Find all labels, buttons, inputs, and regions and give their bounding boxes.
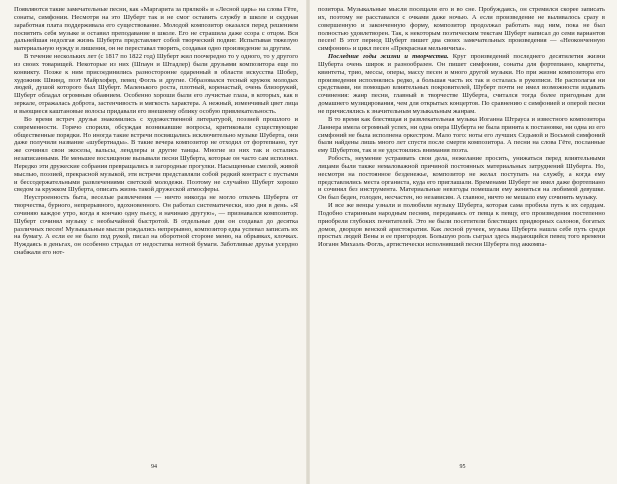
right-page	[308, 0, 617, 484]
left-paragraph-2: В течение нескольких лет (с 1817 по 1822 год) Шуберт жил поочередно то у одного, то у другого из своих товарищей. Некоторые из них (Шпаун и Штадлер) были друзьями композитора еще по конвикту. Позже к ним присоединились разносторонне одаренный в области искусства Шобер, художник Швинд, поэт Майрхофер, певец Фогль и другие. Образовался тесный кружок молодых людей, душой которого был Шуберт. Маленького роста, плотный, коренастый, очень близорукий, Шуберт обладал огромным обаянием. Особенно хороши были его лучистые глаза, в которых, как в зеркале, отражалась доброта, застенчивость и мягкость характера. А нежный, изменчивый цвет лица и вьющиеся каштановые волосы придавали его внешнему облику особую привлекательность.	[14, 53, 298, 115]
left-page-number: 94	[151, 464, 157, 470]
right-page-number: 95	[459, 464, 466, 470]
left-paragraph-3: Во время встреч друзья знакомились с художественной литературой, поэзией прошлого и современности. Горячо спорили, обсуждая возникавшие вопросы, критиковали существующие общественные порядки. Но иногда такие встречи посвящались исключительно музыке Шуберта, они даже получили название «шубертиады». В такие вечера композитор не отходил от фортепиано, тут же сочинял свои экосезы, вальсы, лендлеры и другие танцы. Многие из них так и остались незаписанными. Не меньшее восхищение вызывали песни Шуберта, которые он часто сам исполнял. Нередко эти дружеские собрания превращались в загородные прогулки. Насыщенные смелой, живой мыслью, поэзией, прекрасной музыкой, эти встречи представляли собой редкий контраст с пустыми и бессодержательными развлечениями светской молодежи. Поэтому не случайно Шуберт хорошо сведом за кружком Шуберта, описать жизнь такой дружеской атмосферы.	[14, 115, 298, 194]
right-paragraph-3: В то время как блестящая и развлекательная музыка Иоганна Штрауса и известного композитора Ланнера имела огромный успех, ни одна опера Шуберта не была принята к постановке, ни одна из его симфоний не была исполнена оркестром. Мало того: ноты его лучших Седьмой и Восьмой симфоний были найдены лишь много лет спустя после смерти композитора. А песни на слова Гёте, посланные ему Шубертом, так и не удостоились внимания поэта.	[318, 115, 605, 155]
right-page-text	[318, 6, 605, 458]
left-paragraph-4: Неустроенность быта, веселые развлечения — ничто никогда не могло отвлечь Шуберта от творчества, бурного, непрерывного, вдохновенного. Он работал систематически, изо дня в день. «Я сочиняю каждое утро, когда я кончаю одну пьесу, я начинаю другую», — признавался композитор. Шуберт сочинял музыку с необычайной быстротой. В отдельные дни он создавал до десятка различных песен! Музыкальные мысли рождались непрерывно, композитор едва успевал записать их на бумагу. А если ее не было под рукой, писал на оборотной стороне меню, на обрывках, клочках. Нуждаясь в деньгах, он особенно страдал от недостатка нотной бумаги. Заботливые друзья усердно снабжали его нот-	[14, 194, 298, 257]
section-paragraph	[318, 53, 605, 116]
section-first-text: Круг произведений последнего десятилетия жизни Шуберта очень широк и разнообразен. Он пишет симфонии, сонаты для фортепиано, квартеты, квинтеты, трио, мессы, оперы, массу песен и много другой музыки. Но при жизни композитора его произведения исполнялись редко, а большая часть их так и осталась в рукописи. Не располагая ни средствами, ни помощью влиятельных покровителей, Шуберт почти не имел возможности издавать сочинения: жанр песни, главный в творчестве Шуберта, считался тогда более пригодным для домашнего музицирования, чем для открытых концертов. По сравнению с симфонией и оперой песни не причислялись к значительным музыкальным жанрам.	[318, 53, 605, 115]
right-paragraph-4: Робость, неумение устраивать свои дела, нежелание просить, унижаться перед влиятельными лицами были также немаловажной причиной постоянных материальных затруднений Шуберта. Но, несмотря на постоянное безденежье, композитор не желал поступать на службу, а когда ему представлялись места органиста, куда его приглашали. Временами Шуберт не имел даже фортепиано и сочинял без инструмента. Материальные невзгоды помешали ему жениться на любимой девушке. Он был беден, голоден, несчастен, но независим. А главное, ничто не мешало ему сочинять музыку.	[318, 155, 605, 202]
right-paragraph-1: позитора. Музыкальные мысли посещали его и во сне. Пробуждаясь, он стремился скорее записать их, поэтому не расставался с очками даже ночью. А если произведение не выливалось сразу в совершенную и законченную форму, композитор продолжал работать над ним, пока не был полностью удовлетворен. Так, к некоторым поэтическим текстам Шуберт написал до семи вариантов песен! В этот период Шуберт пишет два своих замечательных произведения — «Неоконченную симфонию» и цикл песен «Прекрасная мельничиха».	[318, 6, 605, 53]
left-page-text	[14, 6, 298, 458]
left-paragraph-1: Появляются такие замечательные песни, как «Маргарита за прялкой» и «Лесной царь» на слова Гёте, сонаты, симфонии. Несмотря на это Шуберт так и не смог оставить службу в школе и скудная заработная плата поддерживала его существование. Молодой композитор оказался перед решением посвятить себя музыке и оставил преподавание в школе. Его не страшила даже ссора с отцом. Вся дальнейшая недолгая жизнь Шуберта представляет собой творческий подвиг. Испытывая тяжелую материальную нужду и лишения, он не переставал творить, создавая одно произведение за другим.	[14, 6, 298, 53]
right-paragraph-5: И все же венцы узнали и полюбили музыку Шуберта, которая сама пробила путь к их сердцам. Подобно старинным народным песням, передаваясь от певца к певцу, его произведения постепенно приобрели глубоких почитателей. Это не были посетители блестящих придворных салонов, богатых домов, дворцов венской аристократии. Как лесной ручеек, музыка Шуберта нашла себе путь среди простых людей Вены и ее пригородов. Большую роль сыграл здесь выдающийся певец того времени Иоганн Михаэль Фогль, артистически исполнявший песни Шуберта под аккомпа-	[318, 202, 605, 249]
section-heading: Последние годы жизни и творчества.	[328, 53, 449, 61]
left-page	[0, 0, 308, 484]
